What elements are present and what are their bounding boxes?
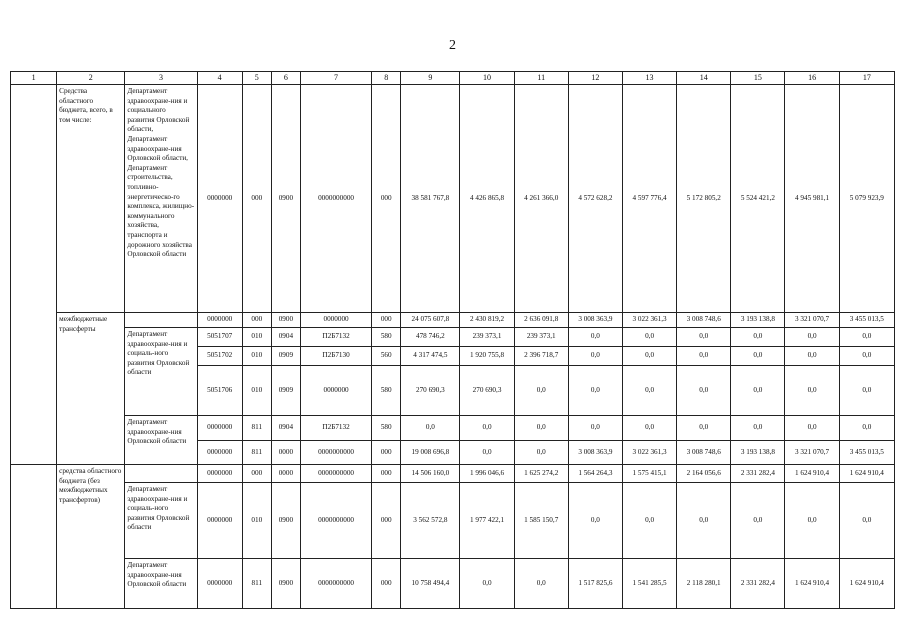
table-cell: П2Б7132 — [300, 328, 371, 347]
table-cell: 0909 — [271, 366, 300, 416]
table-row — [11, 483, 895, 559]
table-cell: 0,0 — [622, 416, 676, 441]
table-cell: 3 321 070,7 — [785, 441, 839, 465]
table-cell: 3 008 748,6 — [677, 313, 731, 328]
table-cell: 0,0 — [568, 366, 622, 416]
table-cell: 0000000 — [300, 366, 371, 416]
column-header: 14 — [677, 72, 731, 85]
column-header: 13 — [622, 72, 676, 85]
table-cell: 1 625 274,2 — [514, 465, 568, 483]
table-cell: 1 564 264,3 — [568, 465, 622, 483]
table-cell: 0,0 — [785, 483, 839, 559]
table-cell: 0000000 — [300, 313, 371, 328]
table-cell: 0,0 — [460, 441, 514, 465]
table-cell: 239 373,1 — [514, 328, 568, 347]
table-cell: 3 193 138,8 — [731, 313, 785, 328]
table-cell: 0,0 — [622, 366, 676, 416]
table-cell: 1 996 046,6 — [460, 465, 514, 483]
table-cell: 0,0 — [839, 483, 894, 559]
table-cell: 0,0 — [568, 483, 622, 559]
column-header: 17 — [839, 72, 894, 85]
table-cell: 0000000000 — [300, 465, 371, 483]
table-cell: 0,0 — [677, 347, 731, 366]
table-cell: 0000000000 — [300, 441, 371, 465]
table-cell: 2 331 282,4 — [731, 465, 785, 483]
table-cell: 0,0 — [785, 366, 839, 416]
table-cell: 2 396 718,7 — [514, 347, 568, 366]
table-header-row — [11, 72, 895, 85]
table-cell: 0000 — [271, 441, 300, 465]
table-cell: 0000000 — [197, 559, 242, 609]
table-cell: 5051706 — [197, 366, 242, 416]
table-cell: 0,0 — [731, 347, 785, 366]
table-cell: 3 008 748,6 — [677, 441, 731, 465]
table-cell: 1 624 910,4 — [839, 465, 894, 483]
table-cell: 1 585 150,7 — [514, 483, 568, 559]
table-cell: 560 — [372, 347, 401, 366]
table-cell: 270 690,3 — [401, 366, 460, 416]
table-cell: 5051702 — [197, 347, 242, 366]
table-cell: 0,0 — [622, 347, 676, 366]
table-cell: 010 — [242, 366, 271, 416]
table-cell: 5 524 421,2 — [731, 85, 785, 313]
table-cell: 3 022 361,3 — [622, 441, 676, 465]
table-cell: 4 945 981,1 — [785, 85, 839, 313]
table-cell: 1 624 910,4 — [785, 465, 839, 483]
column-header: 5 — [242, 72, 271, 85]
table-cell: 0,0 — [839, 347, 894, 366]
table-cell: 2 164 056,6 — [677, 465, 731, 483]
table-row — [11, 85, 895, 313]
table-cell: 010 — [242, 483, 271, 559]
department-name: Департамент здравоохране-ния и социаль-ного развития Орловской области — [125, 328, 197, 416]
table-cell: 0,0 — [460, 416, 514, 441]
table-cell: 5051707 — [197, 328, 242, 347]
table-cell: 3 321 070,7 — [785, 313, 839, 328]
table-row — [11, 328, 895, 347]
table-cell: 1 977 422,1 — [460, 483, 514, 559]
table-cell: 2 118 280,1 — [677, 559, 731, 609]
table-cell: 0909 — [271, 347, 300, 366]
table-cell: 0000000 — [197, 441, 242, 465]
table-cell: 3 455 013,5 — [839, 313, 894, 328]
table-cell: 0,0 — [401, 416, 460, 441]
table-cell: 4 317 474,5 — [401, 347, 460, 366]
table-cell: 580 — [372, 366, 401, 416]
table-cell: 3 455 013,5 — [839, 441, 894, 465]
column-header: 10 — [460, 72, 514, 85]
column-header: 4 — [197, 72, 242, 85]
table-cell: 0000000000 — [300, 85, 371, 313]
table-cell: 0,0 — [839, 366, 894, 416]
table-cell: 0900 — [271, 313, 300, 328]
table-cell: 1 575 415,1 — [622, 465, 676, 483]
table-cell: 2 430 819,2 — [460, 313, 514, 328]
table-cell: 0,0 — [785, 416, 839, 441]
table-cell: 0,0 — [731, 328, 785, 347]
table-cell: 0,0 — [839, 328, 894, 347]
table-cell: 0,0 — [514, 559, 568, 609]
table-cell: 270 690,3 — [460, 366, 514, 416]
table-cell: 580 — [372, 328, 401, 347]
page-number: 2 — [449, 38, 456, 53]
column-header: 3 — [125, 72, 197, 85]
table-cell: 0,0 — [514, 416, 568, 441]
table-cell: 0,0 — [839, 416, 894, 441]
table-cell — [11, 85, 57, 465]
column-header: 11 — [514, 72, 568, 85]
table-cell: 1 624 910,4 — [839, 559, 894, 609]
table-cell: 000 — [242, 465, 271, 483]
table-cell: 1 920 755,8 — [460, 347, 514, 366]
column-header: 2 — [57, 72, 125, 85]
table-cell: 2 636 091,8 — [514, 313, 568, 328]
table-row — [11, 465, 895, 483]
group-label: межбюджетные трансферты — [57, 313, 125, 465]
table-cell: 0,0 — [731, 366, 785, 416]
column-header: 12 — [568, 72, 622, 85]
table-cell: 0904 — [271, 416, 300, 441]
table-cell: 5 172 805,2 — [677, 85, 731, 313]
table-cell: 3 022 361,3 — [622, 313, 676, 328]
table-cell — [125, 313, 197, 328]
table-cell: 0000000 — [197, 483, 242, 559]
table-cell: 0,0 — [677, 483, 731, 559]
table-cell: 811 — [242, 559, 271, 609]
table-cell — [11, 465, 57, 609]
table-cell: 4 572 628,2 — [568, 85, 622, 313]
table-cell: 2 331 282,4 — [731, 559, 785, 609]
table-cell: 5 079 923,9 — [839, 85, 894, 313]
group-label: средства областного бюджета (без межбюджетных трансфертов) — [57, 465, 125, 609]
table-cell: 0000000000 — [300, 483, 371, 559]
table-cell: 000 — [372, 465, 401, 483]
table-cell: 0,0 — [514, 366, 568, 416]
table-cell: 000 — [372, 85, 401, 313]
table-cell: 000 — [372, 313, 401, 328]
column-header: 8 — [372, 72, 401, 85]
table-cell: 0,0 — [568, 328, 622, 347]
table-cell: 0,0 — [622, 328, 676, 347]
table-cell: 000 — [372, 483, 401, 559]
table-cell: 10 758 494,4 — [401, 559, 460, 609]
table-cell: 1 517 825,6 — [568, 559, 622, 609]
column-header: 15 — [731, 72, 785, 85]
department-name: Департамент здравоохране-ния и социаль-ного развития Орловской области — [125, 483, 197, 559]
table-cell: 239 373,1 — [460, 328, 514, 347]
table-cell: 0,0 — [677, 328, 731, 347]
table-cell: 010 — [242, 328, 271, 347]
table-cell: 19 008 696,8 — [401, 441, 460, 465]
table-cell: 0904 — [271, 328, 300, 347]
table-row — [11, 313, 895, 328]
department-name: Департамент здравоохране-ния и социального развития Орловской области, Департамент здравоохране-ния Орловской области, Департамент строительства, топливно-энергетическо-го комплекса, жилищно-коммунального хозяйства, транспорта и дорожного хозяйства Орловской области — [125, 85, 197, 313]
table-cell: 0,0 — [677, 416, 731, 441]
table-cell: 4 426 865,8 — [460, 85, 514, 313]
table-cell: 0,0 — [731, 483, 785, 559]
table-cell: 0,0 — [677, 366, 731, 416]
column-header: 9 — [401, 72, 460, 85]
table-cell — [125, 465, 197, 483]
table-cell: 0000000 — [197, 465, 242, 483]
table-cell: 24 075 607,8 — [401, 313, 460, 328]
table-cell: 0900 — [271, 483, 300, 559]
table-cell: 1 624 910,4 — [785, 559, 839, 609]
table-cell: 0000000000 — [300, 559, 371, 609]
table-cell: 3 193 138,8 — [731, 441, 785, 465]
table-cell: 580 — [372, 416, 401, 441]
table-cell: 14 506 160,0 — [401, 465, 460, 483]
table-cell: 3 008 363,9 — [568, 441, 622, 465]
table-cell: 811 — [242, 416, 271, 441]
column-header: 7 — [300, 72, 371, 85]
budget-table — [10, 71, 895, 609]
table-cell: 0,0 — [568, 416, 622, 441]
table-cell: 0000 — [271, 465, 300, 483]
table-cell: 0000000 — [197, 416, 242, 441]
column-header: 1 — [11, 72, 57, 85]
table-cell: П2Б7132 — [300, 416, 371, 441]
table-cell: П2Б7130 — [300, 347, 371, 366]
table-cell: 0,0 — [514, 441, 568, 465]
table-cell: 0,0 — [460, 559, 514, 609]
table-row — [11, 559, 895, 609]
table-row — [11, 416, 895, 441]
table-cell: 811 — [242, 441, 271, 465]
column-header: 6 — [271, 72, 300, 85]
table-cell: 0,0 — [785, 347, 839, 366]
table-cell: 38 581 767,8 — [401, 85, 460, 313]
group-label: Средства областного бюджета, всего, в том числе: — [57, 85, 125, 313]
table-cell: 000 — [242, 313, 271, 328]
table-cell: 000 — [242, 85, 271, 313]
table-cell: 0000000 — [197, 313, 242, 328]
column-header: 16 — [785, 72, 839, 85]
department-name: Департамент здравоохране-ния Орловской области — [125, 416, 197, 465]
table-cell: 4 261 366,0 — [514, 85, 568, 313]
department-name: Департамент здравоохране-ния Орловской области — [125, 559, 197, 609]
table-cell: 4 597 776,4 — [622, 85, 676, 313]
table-cell: 0,0 — [785, 328, 839, 347]
table-cell: 478 746,2 — [401, 328, 460, 347]
table-cell: 1 541 285,5 — [622, 559, 676, 609]
table-cell: 010 — [242, 347, 271, 366]
table-cell: 3 562 572,8 — [401, 483, 460, 559]
table-cell: 0000000 — [197, 85, 242, 313]
table-cell: 0,0 — [568, 347, 622, 366]
table-cell: 000 — [372, 559, 401, 609]
table-cell: 0900 — [271, 559, 300, 609]
table-cell: 3 008 363,9 — [568, 313, 622, 328]
table-cell: 000 — [372, 441, 401, 465]
table-cell: 0,0 — [731, 416, 785, 441]
table-cell: 0900 — [271, 85, 300, 313]
table-cell: 0,0 — [622, 483, 676, 559]
